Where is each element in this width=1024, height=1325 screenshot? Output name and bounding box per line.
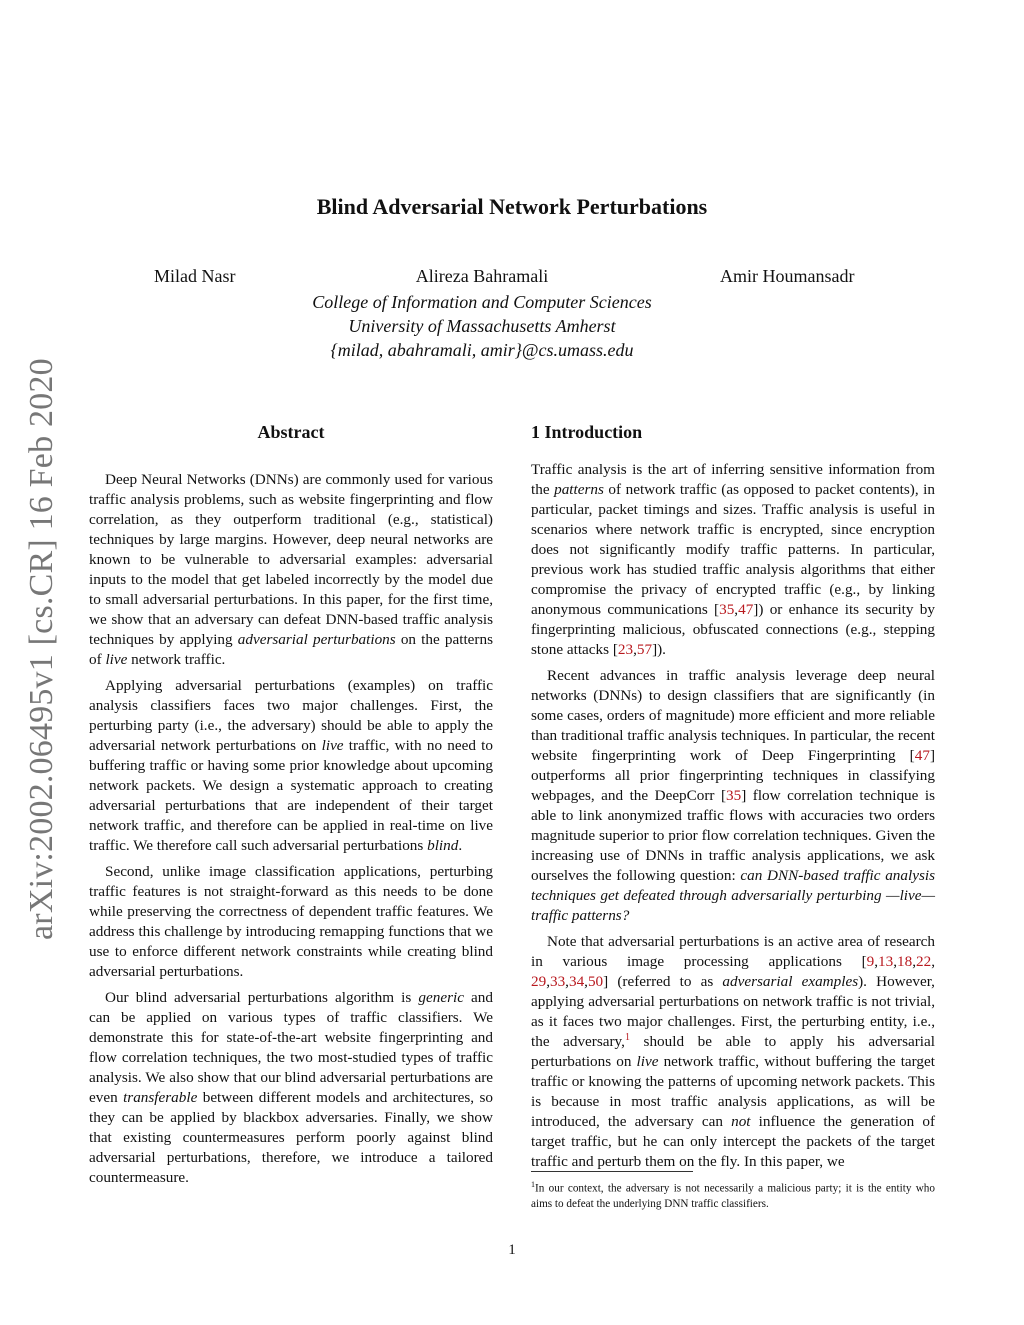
abstract-paragraph-1: Deep Neural Networks (DNNs) are commonly used for various traffic analysis problems, such as website fingerprinting and flow correlation, as they outperform traditional (e.g., statistical) techniques by large margins. However, deep neural networks are known to be vulnerable to adversarial examples: adversarial inputs to the model that get labeled incorrectly by the model due to small adversarial perturbations. In this paper, for the first time, we show that an adversary can defeat DNN-based traffic analysis techniques by applying adversarial perturbations on the patterns of live network traffic. bbox=[89, 471, 493, 668]
footnote-divider bbox=[531, 1171, 693, 1172]
intro-paragraph-1: Traffic analysis is the art of inferring sensitive information from the patterns of network traffic (as opposed to packet contents), in particular, packet timings and sizes. Traffic analysis is useful in scenarios where network traffic is encrypted, since encryption does not significantly modify traffic patterns. In particular, previous work has studied traffic analysis algorithms that either compromise the privacy of encrypted traffic (e.g., by linking anonymous communications [35,47]) or enhance its security by fingerprinting malicious, obfuscated connections (e.g., stepping stone attacks [23,57]). bbox=[531, 461, 935, 658]
citation-link[interactable]: 22 bbox=[916, 953, 932, 970]
author-1: Milad Nasr bbox=[154, 266, 236, 286]
paper-title: Blind Adversarial Network Perturbations bbox=[316, 194, 708, 219]
abstract-heading: Abstract bbox=[257, 422, 325, 442]
citation-link[interactable]: 18 bbox=[897, 953, 913, 970]
footnote-marker[interactable]: 1 bbox=[624, 1031, 630, 1043]
footnote-number: 1 bbox=[531, 1180, 535, 1189]
intro-paragraph-3: Note that adversarial perturbations is an active area of research in various image processing applications [9,13,18,22, 29,33,34,50] (referred to as adversarial examples). However, applying adversarial perturbations on network traffic is not trivial, as it faces two major challenges. First, the perturbing entity, i.e., the adversary,$^1$ should be able to apply his adversarial perturbations on live network traffic, without buffering the target traffic or knowing the patterns of upcoming network packets. This is because in most traffic analysis applications, as will be introduced, the adversary can not influence the generation of target traffic, but he can only intercept the packets of the target traffic and perturb them on the fly. In this paper, we bbox=[531, 933, 935, 1170]
author-2: Alireza Bahramali bbox=[415, 266, 549, 286]
abstract-paragraph-4: Our blind adversarial perturbations algorithm is generic and can be applied on various types of traffic classifiers. We demonstrate this for state-of-the-art website fingerprinting and flow correlation techniques, the two most-studied types of traffic analysis. We also show that our blind adversarial perturbations are even transferable between different models and architectures, so they can be applied by blackbox adversaries. Finally, we show that existing countermeasures perform poorly against blind adversarial perturbations, therefore, we introduce a tailored countermeasure. bbox=[89, 989, 493, 1186]
footnote-1: $^1$In our context, the adversary is not necessarily a malicious party; it is the entity who aims to defeat the underlying DNN traffic classifiers. bbox=[531, 1180, 935, 1210]
affiliation-college: College of Information and Computer Sciences bbox=[312, 292, 652, 312]
author-3: Amir Houmansadr bbox=[720, 266, 855, 286]
introduction-heading: 1 Introduction bbox=[531, 422, 643, 442]
citation-link[interactable]: 47 bbox=[738, 601, 754, 618]
abstract-paragraph-3: Second, unlike image classification applications, perturbing traffic features is not straight-forward as this needs to be done while preserving the correctness of dependent traffic features. We address this challenge by introducing remapping functions that we use to enforce different network constraints while creating blind adversarial perturbations. bbox=[89, 863, 493, 980]
citation-link[interactable]: 13 bbox=[878, 953, 894, 970]
citation-link[interactable]: 29 bbox=[531, 973, 547, 990]
citation-link[interactable]: 57 bbox=[636, 641, 653, 658]
citation-link[interactable]: 23 bbox=[617, 641, 634, 658]
abstract-paragraph-2: Applying adversarial perturbations (examples) on traffic analysis classifiers faces two major challenges. First, the perturbing party (i.e., the adversary) should be able to apply the adversarial network perturbations on live traffic, with no need to buffering traffic or having some prior knowledge about upcoming network packets. We design a systematic approach to creating adversarial perturbations that are independent of their target network traffic, and therefore can be applied in real-time on live traffic. We therefore call such adversarial perturbations blind. bbox=[89, 677, 493, 854]
citation-link[interactable]: 47 bbox=[914, 747, 930, 764]
affiliation-university: University of Massachusetts Amherst bbox=[348, 316, 616, 336]
citation-link[interactable]: 35 bbox=[719, 601, 735, 618]
left-column bbox=[89, 420, 493, 1194]
citation-link[interactable]: 34 bbox=[568, 973, 585, 990]
citation-link[interactable]: 9 bbox=[866, 953, 875, 970]
citation-link[interactable]: 35 bbox=[726, 787, 742, 804]
arxiv-identifier-stamp: arXiv:2002.06495v1 [cs.CR] 16 Feb 2020 bbox=[23, 358, 60, 940]
right-column bbox=[531, 420, 935, 1178]
intro-paragraph-2: Recent advances in traffic analysis leverage deep neural networks (DNNs) to design classifiers that are significantly (in some cases, orders of magnitude) more efficient and more reliable than traditional traffic analysis techniques. In particular, the recent website fingerprinting work of Deep Fingerprinting [47] outperforms all prior fingerprinting techniques in classifying webpages, and the DeepCorr [35] flow correlation technique is able to link anonymized traffic flows with accuracies two orders magnitude superior to prior flow correlation techniques. Given the increasing use of DNNs in traffic analysis applications, we ask ourselves the following question: can DNN-based traffic analysis techniques get defeated through adversarially perturbing —live—traffic patterns? bbox=[531, 667, 936, 924]
page-number: 1 bbox=[508, 1242, 516, 1258]
affiliation-block bbox=[0, 290, 964, 362]
affiliation-email: {milad, abahramali, amir}@cs.umass.edu bbox=[330, 340, 634, 360]
citation-link[interactable]: 50 bbox=[587, 973, 604, 990]
citation-link[interactable]: 33 bbox=[549, 973, 566, 990]
